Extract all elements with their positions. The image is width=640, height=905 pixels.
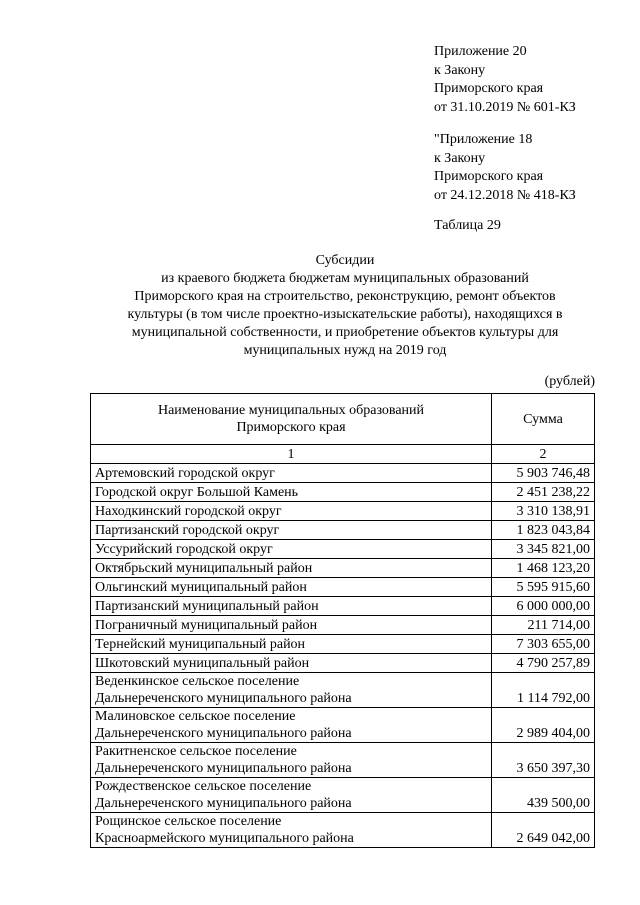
- subsidy-amount: 1 114 792,00: [492, 673, 595, 708]
- municipality-name: [91, 464, 492, 483]
- table-row: [91, 654, 595, 673]
- table-row: [91, 743, 595, 778]
- municipality-name: [91, 813, 492, 848]
- subsidy-amount: 1 468 123,20: [492, 559, 595, 578]
- subsidy-amount: 6 000 000,00: [492, 597, 595, 616]
- appendix-line: к Закону: [434, 62, 486, 78]
- appendix-original: [434, 131, 576, 205]
- municipality-name-line: Рощинское сельское поселение: [95, 814, 282, 829]
- appendix-line: "Приложение 18: [434, 132, 533, 147]
- table-row: [91, 502, 595, 521]
- table-row: [91, 464, 595, 483]
- appendix-line: от 31.10.2019 № 601-КЗ: [434, 99, 576, 115]
- municipality-name-line: Красноармейского муниципального района: [95, 831, 354, 846]
- municipality-name-line: Пограничный муниципальный район: [95, 618, 318, 633]
- appendix-line: Приморского края: [434, 169, 544, 184]
- municipality-name-line: Рождественское сельское поселение: [95, 779, 312, 794]
- municipality-name-line: Партизанский муниципальный район: [95, 599, 319, 614]
- title-line: Приморского края на строительство, реконструкцию, ремонт объектов: [134, 289, 556, 304]
- title-line: муниципальных нужд на 2019 год: [243, 343, 447, 358]
- title-line: муниципальной собственности, и приобретение объектов культуры для: [131, 325, 559, 340]
- title-line: культуры (в том числе проектно-изыскательские работы), находящихся в: [127, 307, 563, 322]
- subsidy-amount: 2 451 238,22: [492, 483, 595, 502]
- header-amount: Сумма: [492, 394, 595, 445]
- subsidy-amount: 5 903 746,48: [492, 464, 595, 483]
- subsidy-amount: 3 650 397,30: [492, 743, 595, 778]
- table-row: [91, 597, 595, 616]
- municipality-name-line: Тернейский муниципальный район: [95, 637, 306, 652]
- subsidy-amount: 3 345 821,00: [492, 540, 595, 559]
- municipality-name: [91, 483, 492, 502]
- municipality-name: [91, 559, 492, 578]
- municipality-name: [91, 616, 492, 635]
- table-number: Таблица 29: [434, 218, 501, 233]
- subsidy-amount: 211 714,00: [492, 616, 595, 635]
- column-number-row: [91, 445, 595, 464]
- municipality-name-line: Ольгинский муниципальный район: [95, 580, 307, 595]
- column-number: 1: [91, 445, 492, 464]
- municipality-name-line: Дальнереченского муниципального района: [95, 691, 352, 706]
- appendix-line: Приложение 20: [434, 44, 527, 59]
- municipality-name: [91, 654, 492, 673]
- title-line: из краевого бюджета бюджетам муниципальных образований: [161, 271, 529, 286]
- subsidy-amount: 1 823 043,84: [492, 521, 595, 540]
- subsidy-amount: 2 989 404,00: [492, 708, 595, 743]
- municipality-name-line: Дальнереченского муниципального района: [95, 796, 352, 811]
- table-row: [91, 616, 595, 635]
- municipality-name-line: Находкинский городской округ: [95, 504, 282, 519]
- title-line: Субсидии: [315, 253, 375, 268]
- table-row: [91, 483, 595, 502]
- table-header-row: [91, 394, 595, 445]
- municipality-name-line: Октябрьский муниципальный район: [95, 561, 313, 576]
- municipality-name-line: Веденкинское сельское поселение: [95, 674, 300, 689]
- table-row: [91, 578, 595, 597]
- table-row: [91, 708, 595, 743]
- municipality-name: [91, 743, 492, 778]
- subsidy-amount: 2 649 042,00: [492, 813, 595, 848]
- municipality-name: [91, 673, 492, 708]
- appendix-line: к Закону: [434, 150, 486, 166]
- table-row: [91, 778, 595, 813]
- subsidy-amount: 7 303 655,00: [492, 635, 595, 654]
- municipality-name-line: Дальнереченского муниципального района: [95, 761, 352, 776]
- municipality-name-line: Артемовский городской округ: [95, 466, 275, 481]
- subsidy-amount: 5 595 915,60: [492, 578, 595, 597]
- unit-label: (рублей): [544, 374, 595, 389]
- municipality-name-line: Городской округ Большой Камень: [95, 485, 299, 500]
- municipality-name: [91, 540, 492, 559]
- header-name: [91, 394, 492, 445]
- municipality-name: [91, 708, 492, 743]
- table-row: [91, 559, 595, 578]
- appendix-current: [434, 43, 576, 117]
- table-row: [91, 635, 595, 654]
- column-number: 2: [492, 445, 595, 464]
- appendix-line: Приморского края: [434, 81, 544, 96]
- subsidy-amount: 3 310 138,91: [492, 502, 595, 521]
- municipality-name: [91, 502, 492, 521]
- municipality-name-line: Уссурийский городской округ: [95, 542, 273, 557]
- document-title: [95, 252, 595, 360]
- subsidies-table: [90, 393, 595, 848]
- municipality-name-line: Шкотовский муниципальный район: [95, 656, 310, 671]
- municipality-name: [91, 635, 492, 654]
- municipality-name-line: Малиновское сельское поселение: [95, 709, 296, 724]
- table-row: [91, 521, 595, 540]
- municipality-name: [91, 521, 492, 540]
- municipality-name-line: Дальнереченского муниципального района: [95, 726, 352, 741]
- table-row: [91, 540, 595, 559]
- appendix-line: от 24.12.2018 № 418-КЗ: [434, 187, 576, 203]
- municipality-name-line: Партизанский городской округ: [95, 523, 280, 538]
- header-name-line: Приморского края: [236, 420, 346, 435]
- header-name-line: Наименование муниципальных образований: [157, 403, 425, 418]
- municipality-name: [91, 597, 492, 616]
- municipality-name: [91, 578, 492, 597]
- subsidy-amount: 4 790 257,89: [492, 654, 595, 673]
- municipality-name-line: Ракитненское сельское поселение: [95, 744, 297, 759]
- municipality-name: [91, 778, 492, 813]
- table-row: [91, 813, 595, 848]
- subsidy-amount: 439 500,00: [492, 778, 595, 813]
- table-row: [91, 673, 595, 708]
